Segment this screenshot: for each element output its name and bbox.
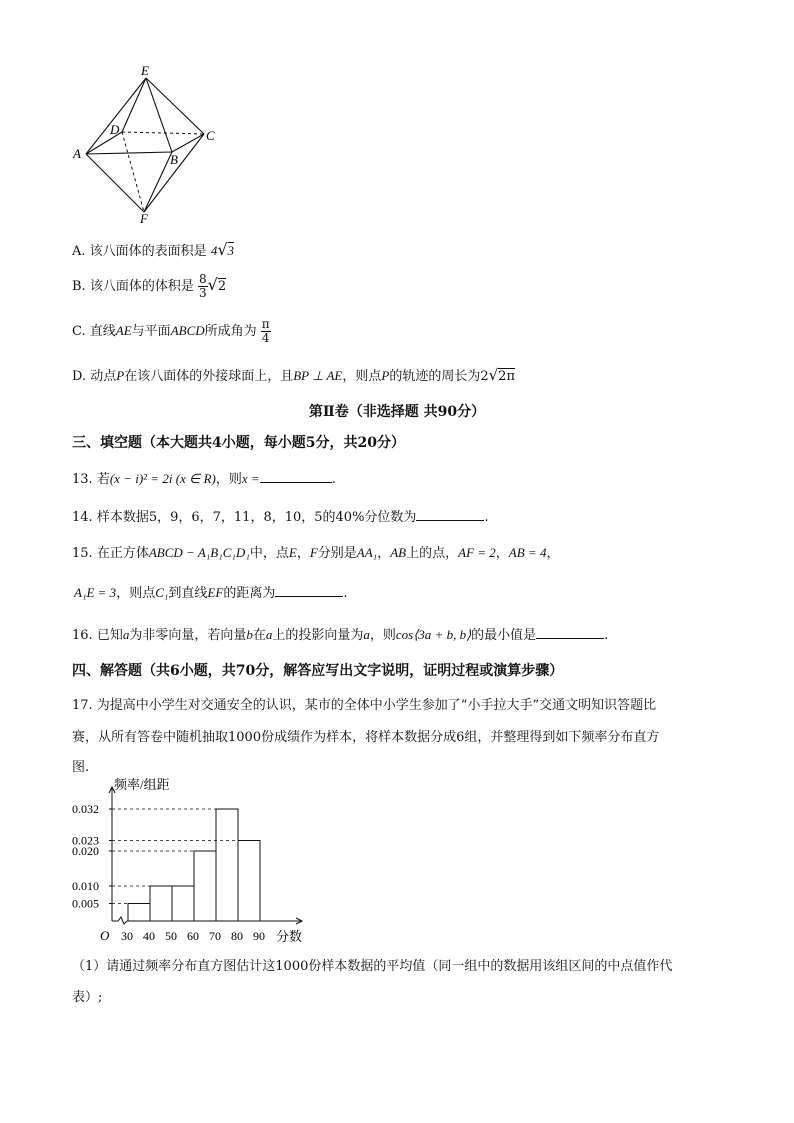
- y-axis-label: 频率/组距: [114, 777, 170, 792]
- q15-text1: 在正方体: [96, 546, 149, 561]
- label-d: D: [110, 122, 120, 137]
- x-tick-label: 40: [143, 929, 155, 943]
- q15-text4: 分别是: [317, 546, 357, 561]
- q15-point-e: E: [288, 545, 297, 560]
- edge-ed: [122, 78, 146, 132]
- label-a: A: [73, 146, 81, 161]
- q15-line-ef: EF: [207, 585, 224, 600]
- x-tick-label: 90: [253, 929, 265, 943]
- histogram-bar: [216, 809, 238, 921]
- q16-answer-blank[interactable]: [536, 626, 604, 639]
- option-a-text: 该八面体的表面积是: [89, 244, 207, 259]
- label-f: F: [140, 211, 148, 226]
- q17-sub1-line1: （1）请通过频率分布直方图估计这1000份样本数据的平均值（同一组中的数据用该组区间的中点值作代: [72, 959, 673, 974]
- section-4-title: 四、解答题（共6小题，共70分，解答应写出文字说明，证明过程或演算步骤）: [72, 663, 564, 679]
- option-d-coef: 2: [480, 369, 489, 384]
- q15-text2: 中，点: [249, 546, 289, 561]
- edge-df: [122, 132, 144, 212]
- y-tick-label: 0.032: [72, 802, 99, 816]
- option-c-den: 4: [261, 331, 270, 345]
- x-axis-break: [118, 917, 127, 924]
- q16-text6: 的最小值是: [471, 628, 537, 643]
- option-a-coef: 4: [210, 243, 218, 258]
- q15-text8: ，: [546, 546, 560, 561]
- option-d-text4: 的轨迹的周长为: [389, 369, 481, 384]
- q15-seg-ab: AB: [390, 545, 407, 560]
- x-tick-label: 60: [187, 929, 199, 943]
- q17-line1: 17. 为提高中小学生对交通安全的认识，某市的全体中小学生参加了“小手拉大手”交通文明知识答题比: [72, 698, 657, 713]
- option-c: [72, 318, 271, 345]
- option-c-text2: 与平面: [131, 324, 171, 339]
- option-b-letter: B.: [72, 279, 86, 294]
- edge-ea: [86, 78, 146, 154]
- option-b-num: 8: [198, 272, 207, 286]
- q15-a1e: A₁E = 3: [74, 585, 117, 600]
- histogram-bar: [128, 904, 150, 922]
- section-2-title: 第Ⅱ卷（非选择题 共90分）: [308, 404, 486, 420]
- q14-end: .: [484, 510, 489, 525]
- q16-text5: ，则: [369, 628, 396, 643]
- q13-expression: (x − i)² = 2i (x ∈ R): [109, 471, 216, 486]
- q13-end: .: [331, 472, 336, 487]
- label-b: B: [170, 152, 178, 167]
- label-e: E: [141, 63, 149, 78]
- q15-text3: ，: [296, 546, 310, 561]
- histogram-bar: [238, 841, 260, 922]
- option-c-letter: C.: [72, 324, 86, 339]
- option-d-var1: P: [116, 368, 125, 383]
- question-15-line1: [72, 542, 559, 561]
- q16-vec-a3: a: [363, 627, 370, 642]
- edge-ec: [146, 78, 204, 134]
- q17-sub1-line2: 表）;: [72, 990, 103, 1005]
- option-c-num: π: [261, 317, 270, 331]
- question-15-line2: [74, 582, 347, 601]
- histogram-bar: [150, 886, 172, 921]
- q16-text3: 在: [252, 628, 266, 643]
- histogram-bar: [194, 851, 216, 921]
- q15-point-c1: C₁: [155, 585, 169, 600]
- option-b-text: 该八面体的体积是: [89, 279, 194, 294]
- q15-ab-len: AB = 4: [508, 545, 547, 560]
- q15-end: .: [343, 586, 348, 601]
- q15-answer-blank[interactable]: [275, 584, 343, 597]
- option-d-text3: ，则点: [342, 369, 382, 384]
- q16-vec-a2: a: [265, 627, 273, 642]
- q15-point-f: F: [309, 545, 318, 560]
- q13-variable: x =: [241, 471, 260, 486]
- q16-cos-expr: cos⟨3a + b, b⟩: [395, 627, 472, 642]
- frequency-histogram: [62, 775, 322, 950]
- q16-text1: 已知: [96, 628, 123, 643]
- q13-text1: 若: [96, 472, 110, 487]
- q15-text7: ，: [495, 546, 509, 561]
- q14-number: 14.: [72, 510, 93, 525]
- q15-text9: ，则点: [116, 586, 156, 601]
- x-tick-label: 80: [231, 929, 243, 943]
- x-tick-label: 70: [209, 929, 221, 943]
- option-b-den: 3: [198, 286, 207, 300]
- option-a-letter: A.: [72, 244, 86, 259]
- q17-line2: 赛，从所有答卷中随机抽取1000份成绩作为样本，将样本数据分成6组，并整理得到如下频率分布直方: [72, 730, 660, 745]
- option-a-radicand: 3: [227, 243, 235, 258]
- edge-bc: [172, 134, 204, 152]
- edge-cf: [144, 134, 204, 212]
- q13-number: 13.: [72, 472, 93, 487]
- y-tick-label: 0.005: [72, 896, 99, 911]
- y-tick-label: 0.020: [72, 844, 99, 858]
- q16-text2: 为非零向量，若向量: [129, 628, 247, 643]
- q14-text: 样本数据5，9，6，7，11，8，10，5的40%分位数为: [96, 510, 417, 525]
- q15-text11: 的距离为: [223, 586, 276, 601]
- q15-text6: 上的点，: [406, 546, 459, 561]
- octahedron-figure: [70, 60, 230, 230]
- option-d: D. 动点P在该八面体的外接球面上，且BP ⊥ AE，则点P的轨迹的周长为2√2π: [72, 366, 515, 384]
- option-b: B. 该八面体的体积是 $\frac{8}{3}$ √2: [72, 272, 227, 300]
- question-14: [72, 506, 489, 525]
- q13-text2: ，则: [215, 472, 242, 487]
- edge-af: [86, 154, 144, 212]
- q17-line3: 图.: [72, 760, 90, 775]
- option-c-text: 直线: [89, 324, 116, 339]
- option-c-line: AE: [115, 323, 132, 338]
- histogram-bar: [172, 886, 194, 921]
- option-c-plane: ABCD: [170, 323, 205, 338]
- edge-ab: [86, 152, 172, 154]
- q15-number: 15.: [72, 546, 93, 561]
- edge-dc: [122, 132, 204, 134]
- q13-answer-blank[interactable]: [260, 470, 332, 483]
- q14-answer-blank[interactable]: [416, 508, 484, 521]
- option-d-condition: BP ⊥ AE: [293, 368, 343, 383]
- question-16: [72, 624, 608, 643]
- q16-vec-a: a: [122, 627, 130, 642]
- origin-label: O: [100, 928, 110, 943]
- option-c-text3: 所成角为: [204, 324, 257, 339]
- q16-end: .: [604, 628, 609, 643]
- edge-eb: [146, 78, 172, 152]
- option-a: A. 该八面体的表面积是 4√3: [72, 240, 235, 259]
- q15-af: AF = 2: [458, 545, 496, 560]
- option-d-text1: 动点: [90, 369, 117, 384]
- option-b-radicand: 2: [217, 279, 227, 294]
- q16-text4: 上的投影向量为: [272, 628, 364, 643]
- option-d-radicand: 2π: [498, 369, 515, 384]
- q16-number: 16.: [72, 628, 93, 643]
- y-tick-label: 0.023: [72, 833, 99, 848]
- section-3-title: 三、填空题（本大题共4小题，每小题5分，共20分）: [72, 435, 405, 451]
- option-d-letter: D.: [72, 369, 87, 384]
- question-13: [72, 468, 336, 487]
- q15-seg-aa1: AA₁: [356, 545, 378, 560]
- y-tick-label: 0.010: [72, 879, 99, 893]
- x-tick-label: 30: [121, 929, 133, 943]
- label-c: C: [206, 128, 215, 143]
- option-d-var2: P: [381, 368, 390, 383]
- option-d-text2: 在该八面体的外接球面上，且: [124, 369, 294, 384]
- q16-vec-b: b: [246, 627, 253, 642]
- q15-cube: ABCD − A₁B₁C₁D₁: [148, 545, 250, 560]
- q15-text5: ，: [377, 546, 391, 561]
- x-tick-label: 50: [165, 929, 177, 943]
- edge-bf: [144, 152, 172, 212]
- q15-text10: 到直线: [168, 586, 208, 601]
- x-axis-label: 分数: [276, 929, 303, 944]
